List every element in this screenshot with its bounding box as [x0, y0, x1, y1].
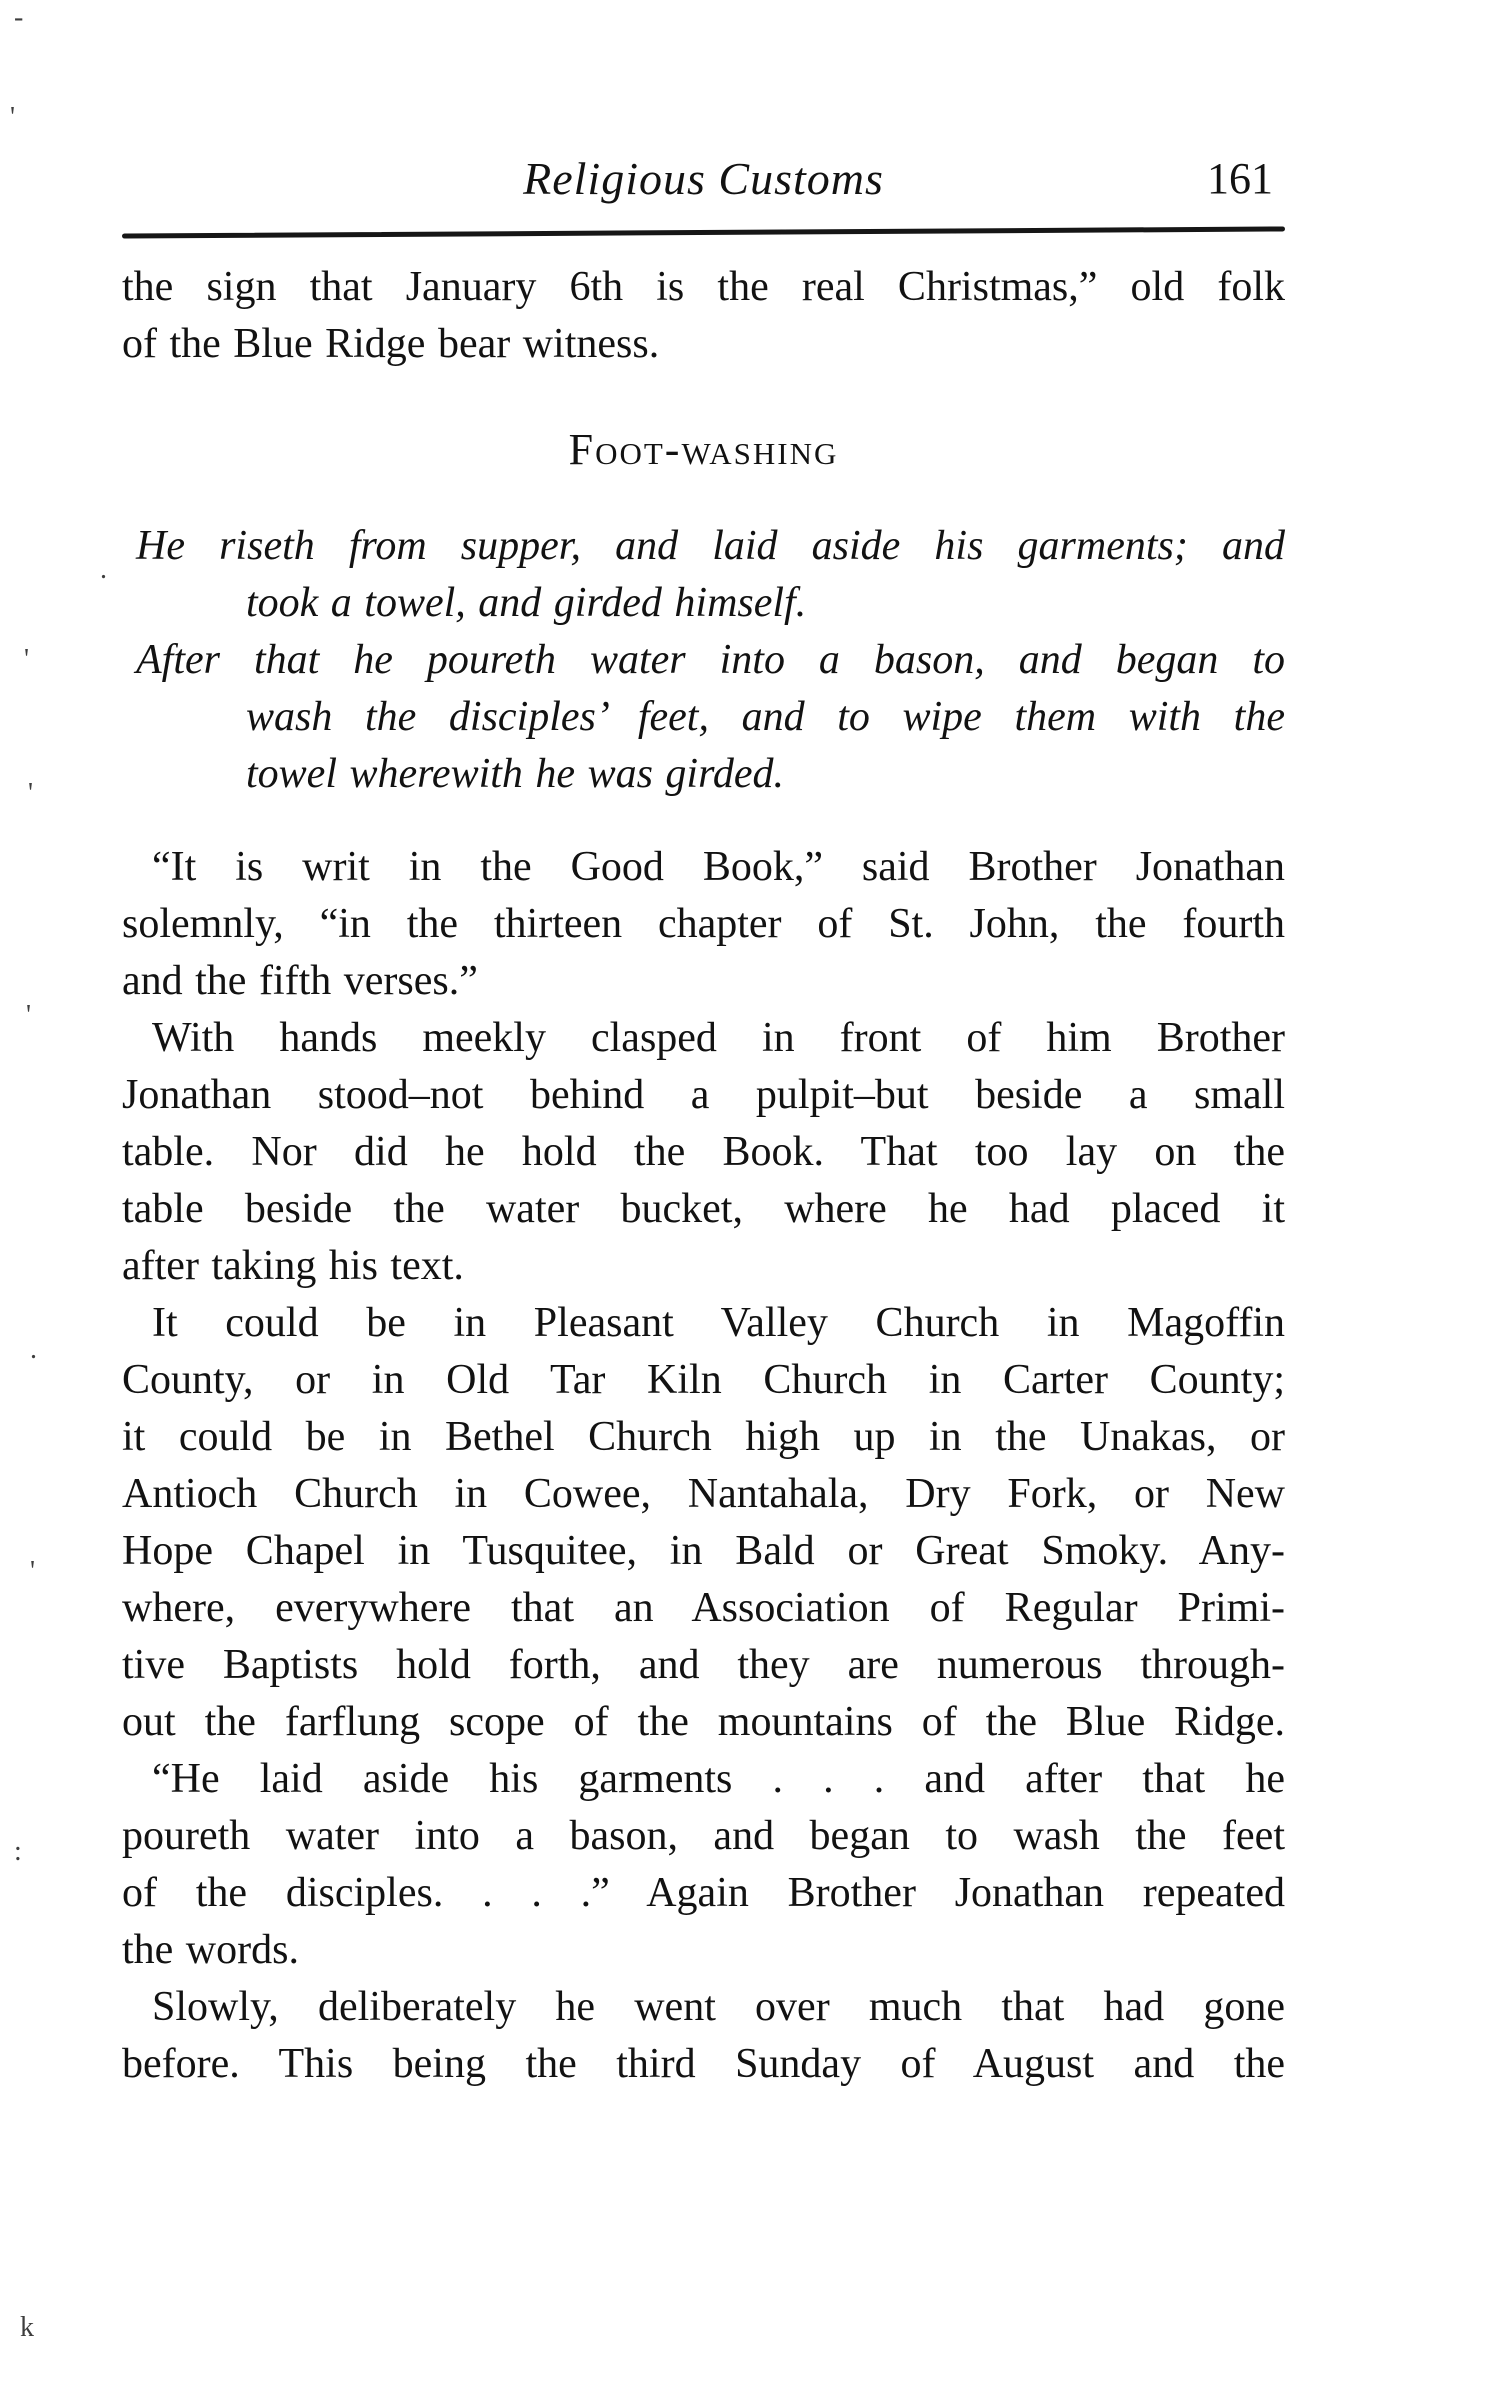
paragraph-it-is-writ — [122, 839, 1285, 1010]
text-line: He riseth from supper, and laid aside his garments; and — [136, 523, 1285, 569]
text-line: it could be in Bethel Church high up in the Unakas, or — [122, 1414, 1285, 1460]
text-line: where, everywhere that an Association of Regular Primi- — [122, 1585, 1285, 1631]
text-line: before. This being the third Sunday of August and the — [122, 2041, 1285, 2087]
text-line: took a towel, and girded himself. — [246, 580, 807, 626]
scan-artifact-mark: . — [100, 554, 107, 585]
text-line: solemnly, “in the thirteen chapter of St. John, the fourth — [122, 901, 1285, 947]
text-line: Hope Chapel in Tusquitee, in Bald or Great Smoky. Any- — [122, 1528, 1285, 1574]
paragraph-slowly-deliberately — [122, 1979, 1285, 2093]
paragraph-with-hands — [122, 1010, 1285, 1295]
scan-artifact-mark: : — [14, 1836, 22, 1867]
scan-artifact-mark: k — [20, 2312, 34, 2343]
text-line: towel wherewith he was girded. — [246, 751, 785, 797]
page-number: 161 — [1207, 154, 1273, 203]
text-line: wash the disciples’ feet, and to wipe them with the — [246, 694, 1285, 740]
scan-artifact-mark: . — [30, 1334, 37, 1365]
scan-artifact-mark: ' — [24, 644, 30, 675]
scan-artifact-mark: ' — [30, 1556, 36, 1587]
chapter-title: Religious Customs — [523, 153, 884, 204]
scan-artifact-mark: ' — [26, 1000, 32, 1031]
text-line: the words. — [122, 1927, 299, 1973]
text-line: Jonathan stood–not behind a pulpit–but beside a small — [122, 1072, 1285, 1118]
paragraph-it-could-be — [122, 1295, 1285, 1751]
scan-artifact-mark: ' — [28, 778, 34, 809]
text-line: and the fifth verses.” — [122, 958, 478, 1004]
text-block — [122, 148, 1285, 2093]
intro-continuation-paragraph — [122, 259, 1285, 373]
text-line: of the Blue Ridge bear witness. — [122, 321, 660, 367]
text-line: With hands meekly clasped in front of him Brother — [152, 1015, 1285, 1061]
text-line: table. Nor did he hold the Book. That too lay on the — [122, 1129, 1285, 1175]
scripture-quote — [122, 518, 1285, 803]
text-line: after taking his text. — [122, 1243, 464, 1289]
text-line: It could be in Pleasant Valley Church in Magoffin — [152, 1300, 1285, 1346]
text-line: “He laid aside his garments . . . and after that he — [152, 1756, 1285, 1802]
text-line: the sign that January 6th is the real Christmas,” old folk — [122, 264, 1285, 310]
text-line: poureth water into a bason, and began to wash the feet — [122, 1813, 1285, 1859]
text-line: table beside the water bucket, where he had placed it — [122, 1186, 1285, 1232]
text-line: County, or in Old Tar Kiln Church in Carter County; — [122, 1357, 1285, 1403]
text-line: Slowly, deliberately he went over much that had gone — [152, 1984, 1285, 2030]
section-heading-foot-washing: Foot-washing — [568, 425, 839, 474]
running-header — [122, 148, 1285, 210]
header-rule — [122, 226, 1285, 238]
scan-artifact-mark: ' — [10, 102, 16, 133]
page-body — [122, 259, 1285, 2093]
text-line: tive Baptists hold forth, and they are numerous through- — [122, 1642, 1285, 1688]
text-line: Antioch Church in Cowee, Nantahala, Dry Fork, or New — [122, 1471, 1285, 1517]
paragraph-he-laid-aside — [122, 1751, 1285, 1979]
scan-artifact-mark: - — [14, 2, 24, 33]
text-line: of the disciples. . . .” Again Brother Jonathan repeated — [122, 1870, 1285, 1916]
text-line: out the farflung scope of the mountains of the Blue Ridge. — [122, 1699, 1285, 1745]
text-line: “It is writ in the Good Book,” said Brother Jonathan — [152, 844, 1285, 890]
text-line: After that he poureth water into a bason, and began to — [136, 637, 1285, 683]
